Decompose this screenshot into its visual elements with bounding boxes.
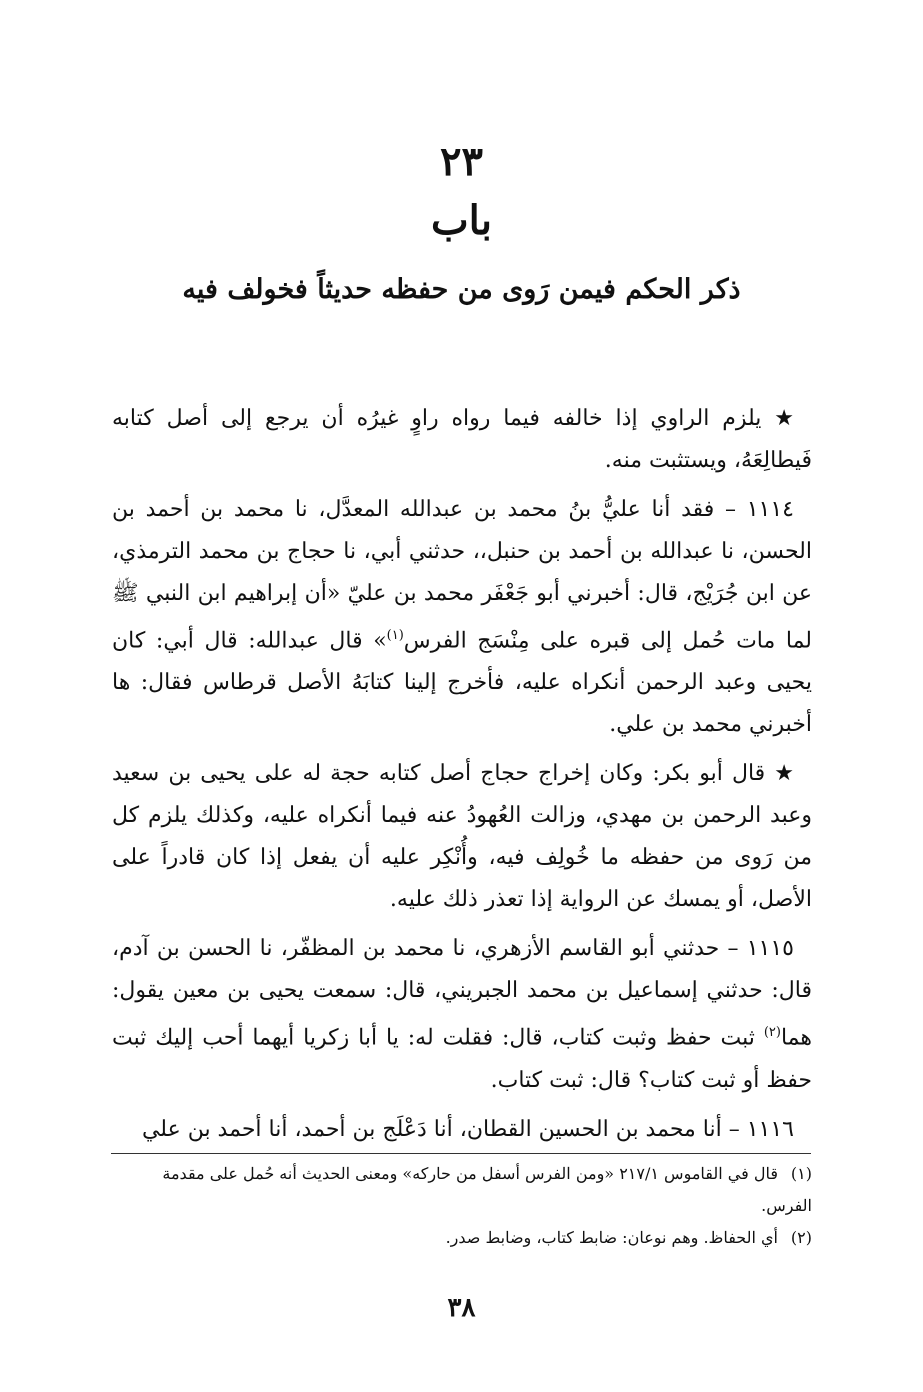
paragraph-text-continued: » قال عبدالله: قال أبي: كان يحيى وعبد الرحمن أنكراه عليه، فأخرج إلينا كتابَهُ الأصل قرطاس فقال: ها أخبرني محمد بن علي. — [112, 628, 812, 738]
paragraph-text: ١١١٦ – أنا محمد بن الحسين القطان، أنا دَعْلَج بن أحمد، أنا أحمد بن علي — [141, 1116, 794, 1142]
footnote-1 — [112, 1158, 812, 1222]
footnote-ref-1[interactable]: (١) — [386, 628, 404, 643]
body-text — [112, 398, 812, 1151]
paragraph-text: ★ قال أبو بكر: وكان إخراج حجاج أصل كتابه حجة له على يحيى بن سعيد وعبد الرحمن بن مهدي، وزالت العُهودُ عنه فيما أنكراه عليه، وكذلك يلزم كل من رَوى من حفظه ما خُولِف فيه، وأُنْكِر عليه أن يفعل إذا كان قادراً على الأصل، أو يمسك عن الرواية إذا تعذر ذلك عليه. — [112, 761, 812, 913]
paragraph-text: ★ يلزم الراوي إذا خالفه فيما رواه راوٍ غيرُه أن يرجع إلى أصل كتابه فَيطالِعَهُ، ويستثبت منه. — [112, 406, 812, 473]
paragraph-intro — [112, 398, 812, 482]
page-number: ٣٨ — [447, 1293, 476, 1323]
paragraph-text-continued: ثبت حفظ وثبت كتاب، قال: فقلت له: يا أبا زكريا أيهما أحب إليك ثبت حفظ أو ثبت كتاب؟ قال: ثبت كتاب. — [112, 1025, 812, 1093]
paragraph-hadith-1116 — [112, 1109, 812, 1151]
paragraph-hadith-1114 — [112, 489, 812, 746]
footnote-ref-2[interactable]: (٢) — [763, 1025, 781, 1041]
chapter-title: ذكر الحكم فيمن رَوى من حفظه حديثاً فخولف فيه — [182, 274, 741, 305]
paragraph-text: ١١١٤ – فقد أنا عليُّ بنُ محمد بن عبدالله المعدَّل، نا محمد بن أحمد بن الحسن، نا عبدالله بن أحمد بن حنبل،، حدثني أبي، نا حجاج بن محمد الترمذي، عن ابن جُرَيْج، قال: أخبرني أبو جَعْفَر محمد بن عليّ «أن إبراهيم ابن النبي ﷺ لما مات حُمل إلى قبره على مِنْسَج الفرس — [112, 497, 812, 654]
footnote-text: أي الحفاظ. وهم نوعان: ضابط كتاب، وضابط صدر. — [445, 1228, 778, 1247]
footnote-number: (٢) — [790, 1228, 812, 1247]
paragraph-commentary — [112, 753, 812, 921]
paragraph-hadith-1115 — [112, 928, 812, 1101]
footnote-text: قال في القاموس ٢١٧/١ «ومن الفرس أسفل من حاركه» ومعنى الحديث أنه حُمل على مقدمة الفرس. — [162, 1164, 812, 1215]
paragraph-text: ١١١٥ – حدثني أبو القاسم الأزهري، نا محمد بن المظفّر، نا الحسن بن آدم، قال: حدثني إسماعيل بن محمد الجبريني، قال: سمعت يحيى بن معين يقول: هما — [112, 936, 812, 1051]
footnote-number: (١) — [790, 1164, 812, 1183]
footnote-divider — [111, 1153, 811, 1154]
chapter-number: ٢٣ — [440, 138, 483, 185]
footnotes — [112, 1158, 812, 1254]
chapter-heading: باب — [431, 197, 492, 244]
footnote-2 — [112, 1222, 812, 1254]
